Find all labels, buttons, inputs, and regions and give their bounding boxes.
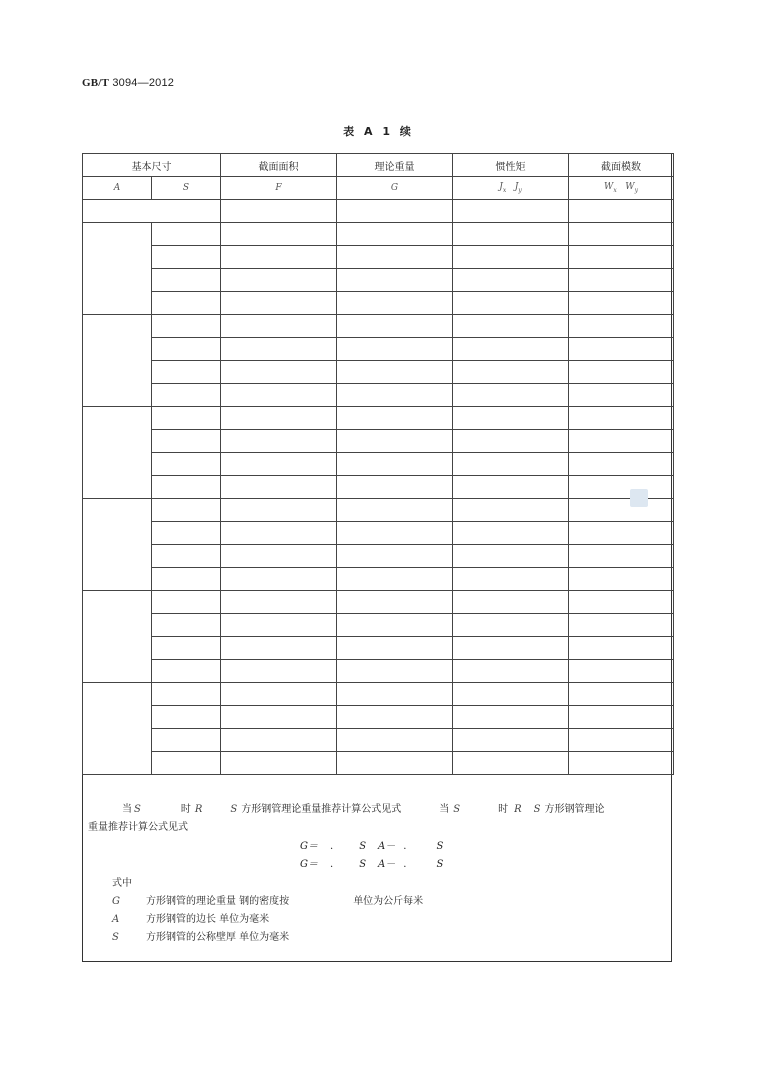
- cell-section-modulus: [569, 315, 674, 338]
- cell-section-modulus: [569, 407, 674, 430]
- table-row: [83, 706, 674, 729]
- table-row: [83, 384, 674, 407]
- standard-header: [82, 77, 174, 89]
- cell-moment-of-inertia: [453, 706, 569, 729]
- table-row: [83, 269, 674, 292]
- cell-section-area: [221, 499, 337, 522]
- cell-theoretical-weight: [337, 338, 453, 361]
- cell-moment-of-inertia: [453, 591, 569, 614]
- formula-2: G＝ . S A－ . S: [300, 859, 444, 870]
- cell-section-area: [221, 683, 337, 706]
- cell-moment-of-inertia: [453, 499, 569, 522]
- cell-section-modulus: [569, 269, 674, 292]
- cell-theoretical-weight: [337, 545, 453, 568]
- cell-theoretical-weight: [337, 453, 453, 476]
- cell-theoretical-weight: [337, 246, 453, 269]
- table-row: [83, 752, 674, 775]
- cell-side-length: [83, 223, 152, 315]
- standard-code: GB/T: [82, 77, 110, 89]
- cell-section-modulus: [569, 752, 674, 775]
- cell-section-modulus: [569, 683, 674, 706]
- cell-moment-of-inertia: [453, 568, 569, 591]
- table-row: [83, 614, 674, 637]
- cell-moment-of-inertia: [453, 729, 569, 752]
- table-row: [83, 223, 674, 246]
- cell-section-area: [221, 752, 337, 775]
- cell-section-modulus: [569, 476, 674, 499]
- table-row: [83, 476, 674, 499]
- cell-wall-thickness: [152, 545, 221, 568]
- cell-moment-of-inertia: [453, 476, 569, 499]
- cell-section-area: [221, 706, 337, 729]
- cell-section-area: [221, 637, 337, 660]
- cell-wall-thickness: [152, 361, 221, 384]
- cell-section-area: [221, 315, 337, 338]
- cell-section-modulus: [569, 361, 674, 384]
- table-row: [83, 453, 674, 476]
- cell-wall-thickness: [152, 660, 221, 683]
- cell-wall-thickness: [152, 614, 221, 637]
- cell-theoretical-weight: [337, 407, 453, 430]
- cell-theoretical-weight: [337, 499, 453, 522]
- cell-side-length: [83, 591, 152, 683]
- cell-wall-thickness: [152, 729, 221, 752]
- cell-wall-thickness: [152, 269, 221, 292]
- cell-section-modulus: [569, 522, 674, 545]
- table-row: [83, 430, 674, 453]
- cell-theoretical-weight: [337, 476, 453, 499]
- cell-moment-of-inertia: [453, 269, 569, 292]
- variable-s: S 方形钢管的公称壁厚 单位为毫米: [112, 932, 290, 943]
- cell-moment-of-inertia: [453, 384, 569, 407]
- standard-number: 3094—2012: [112, 77, 175, 89]
- cell-moment-of-inertia: [453, 246, 569, 269]
- cell-section-area: [221, 246, 337, 269]
- table-row: [83, 545, 674, 568]
- table-row: [83, 660, 674, 683]
- cell-section-modulus: [569, 591, 674, 614]
- cell-section-area: [221, 660, 337, 683]
- cell-theoretical-weight: [337, 384, 453, 407]
- cell-section-modulus: [569, 614, 674, 637]
- table-row: [83, 729, 674, 752]
- cell-section-area: [221, 407, 337, 430]
- cell-theoretical-weight: [337, 683, 453, 706]
- cell-moment-of-inertia: [453, 752, 569, 775]
- cell-section-area: [221, 476, 337, 499]
- cell-moment-of-inertia: [453, 315, 569, 338]
- cell-wall-thickness: [152, 315, 221, 338]
- cell-wall-thickness: [152, 591, 221, 614]
- table-row: [83, 591, 674, 614]
- dimension-table: [82, 153, 674, 775]
- cell-section-modulus: [569, 338, 674, 361]
- cell-theoretical-weight: [337, 591, 453, 614]
- symbol-j: $J_x$ $J_y$: [453, 177, 569, 200]
- cell-section-modulus: [569, 568, 674, 591]
- table-row: [83, 246, 674, 269]
- cell-section-modulus: [569, 430, 674, 453]
- cell-theoretical-weight: [337, 660, 453, 683]
- cell-section-modulus: [569, 246, 674, 269]
- cell-section-modulus: [569, 384, 674, 407]
- symbol-w: $W_x$ $W_y$: [569, 177, 674, 200]
- cell-theoretical-weight: [337, 430, 453, 453]
- cell-wall-thickness: [152, 453, 221, 476]
- cell-wall-thickness: [152, 338, 221, 361]
- table-row: [83, 568, 674, 591]
- cell-section-area: [221, 223, 337, 246]
- cell-side-length: [83, 407, 152, 499]
- cell-wall-thickness: [152, 407, 221, 430]
- table-body: [83, 223, 674, 775]
- table-row: [83, 522, 674, 545]
- cell-moment-of-inertia: [453, 407, 569, 430]
- table-row: [83, 315, 674, 338]
- header-section-modulus: 截面模数: [569, 154, 674, 177]
- cell-theoretical-weight: [337, 223, 453, 246]
- cell-section-area: [221, 361, 337, 384]
- cell-theoretical-weight: [337, 752, 453, 775]
- cell-side-length: [83, 315, 152, 407]
- cell-theoretical-weight: [337, 522, 453, 545]
- cell-section-area: [221, 614, 337, 637]
- variable-a: A 方形钢管的边长 单位为毫米: [112, 914, 270, 925]
- cell-section-modulus: [569, 729, 674, 752]
- cell-wall-thickness: [152, 476, 221, 499]
- cell-section-modulus: [569, 453, 674, 476]
- cell-moment-of-inertia: [453, 430, 569, 453]
- cell-moment-of-inertia: [453, 660, 569, 683]
- table-row: [83, 338, 674, 361]
- where-label: 式中: [112, 878, 132, 889]
- cell-section-modulus: [569, 499, 674, 522]
- cell-moment-of-inertia: [453, 683, 569, 706]
- cell-section-area: [221, 522, 337, 545]
- cell-section-area: [221, 545, 337, 568]
- cell-section-modulus: [569, 706, 674, 729]
- cell-wall-thickness: [152, 430, 221, 453]
- cell-wall-thickness: [152, 522, 221, 545]
- table-row: [83, 292, 674, 315]
- watermark-stamp: [630, 489, 648, 507]
- cell-side-length: [83, 683, 152, 775]
- cell-section-area: [221, 453, 337, 476]
- cell-theoretical-weight: [337, 315, 453, 338]
- cell-moment-of-inertia: [453, 614, 569, 637]
- cell-section-area: [221, 591, 337, 614]
- cell-moment-of-inertia: [453, 361, 569, 384]
- cell-theoretical-weight: [337, 269, 453, 292]
- cell-section-modulus: [569, 223, 674, 246]
- symbol-row: [83, 177, 674, 200]
- symbol-g: G: [337, 177, 453, 200]
- table-row: [83, 499, 674, 522]
- cell-section-area: [221, 384, 337, 407]
- table-row: [83, 407, 674, 430]
- header-basic-size: 基本尺寸: [83, 154, 221, 177]
- cell-moment-of-inertia: [453, 453, 569, 476]
- cell-wall-thickness: [152, 292, 221, 315]
- cell-theoretical-weight: [337, 706, 453, 729]
- cell-wall-thickness: [152, 499, 221, 522]
- table-row: [83, 683, 674, 706]
- table-row: [83, 361, 674, 384]
- spacer-row: [83, 200, 674, 223]
- cell-wall-thickness: [152, 246, 221, 269]
- cell-wall-thickness: [152, 384, 221, 407]
- cell-side-length: [83, 499, 152, 591]
- cell-section-modulus: [569, 660, 674, 683]
- header-theoretical-weight: 理论重量: [337, 154, 453, 177]
- cell-section-area: [221, 269, 337, 292]
- cell-wall-thickness: [152, 637, 221, 660]
- cell-moment-of-inertia: [453, 223, 569, 246]
- cell-theoretical-weight: [337, 568, 453, 591]
- cell-wall-thickness: [152, 223, 221, 246]
- cell-wall-thickness: [152, 568, 221, 591]
- cell-moment-of-inertia: [453, 637, 569, 660]
- cell-section-modulus: [569, 292, 674, 315]
- symbol-f: F: [221, 177, 337, 200]
- note-line-1: 当 S 时 R S 方形钢管理论重量推荐计算公式见式 当 S 时 R S 方形钢管理论: [122, 804, 605, 815]
- table-row: [83, 637, 674, 660]
- cell-section-modulus: [569, 545, 674, 568]
- cell-theoretical-weight: [337, 614, 453, 637]
- header-section-area: 截面面积: [221, 154, 337, 177]
- header-row: [83, 154, 674, 177]
- cell-section-area: [221, 292, 337, 315]
- cell-moment-of-inertia: [453, 522, 569, 545]
- symbol-s: S: [152, 177, 221, 200]
- symbol-a: A: [83, 177, 152, 200]
- note-line-2: 重量推荐计算公式见式: [88, 822, 188, 833]
- cell-moment-of-inertia: [453, 292, 569, 315]
- cell-moment-of-inertia: [453, 338, 569, 361]
- table-caption: 表 A 1 续: [343, 125, 414, 138]
- header-moment-of-inertia: 惯性矩: [453, 154, 569, 177]
- cell-theoretical-weight: [337, 292, 453, 315]
- cell-section-area: [221, 430, 337, 453]
- cell-moment-of-inertia: [453, 545, 569, 568]
- cell-wall-thickness: [152, 683, 221, 706]
- cell-theoretical-weight: [337, 729, 453, 752]
- formula-1: G＝ . S A－ . S: [300, 841, 444, 852]
- cell-theoretical-weight: [337, 637, 453, 660]
- cell-wall-thickness: [152, 706, 221, 729]
- cell-wall-thickness: [152, 752, 221, 775]
- cell-section-area: [221, 568, 337, 591]
- cell-section-area: [221, 338, 337, 361]
- cell-section-area: [221, 729, 337, 752]
- cell-theoretical-weight: [337, 361, 453, 384]
- cell-section-modulus: [569, 637, 674, 660]
- variable-g: G 方形钢管的理论重量 钢的密度按 单位为公斤每米: [112, 896, 424, 907]
